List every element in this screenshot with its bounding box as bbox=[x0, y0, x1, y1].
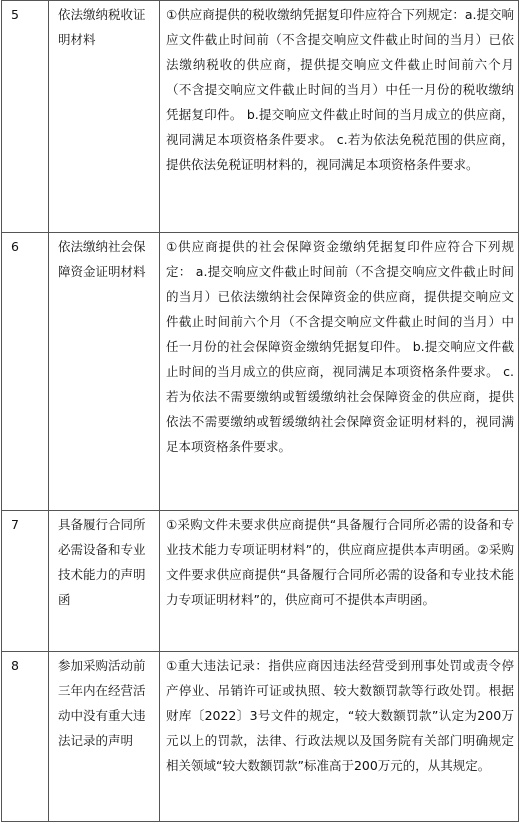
item-requirement: ①供应商提供的税收缴纳凭据复印件应符合下列规定：a.提交响应文件截止时间前（不含提交响应文件截止时间的当月）已依法缴纳税收的供应商，提供提交响应文件截止时间前六个月（不含提交响应文件截止时间的当月）中任一月份的税收缴纳凭据复印件。 b.提交响应文件截止时间的当月成立的供应商，视同满足本项资格条件要求。 c.若为依法免税范围的供应商，提供依法免税证明材料的，视同满足本项资格条件要求。 bbox=[160, 1, 519, 233]
table-row bbox=[2, 233, 519, 511]
item-requirement: ①供应商提供的社会保障资金缴纳凭据复印件应符合下列规定： a.提交响应文件截止时间前（不含提交响应文件截止时间的当月）已依法缴纳社会保障资金的供应商，提供提交响应文件截止时间前六个月（不含提交响应文件截止时间的当月）中任一月份的社会保障资金缴纳凭据复印件。 b.提交响应文件截止时间的当月成立的供应商，视同满足本项资格条件要求。 c.若为依法不需要缴纳或暂缓缴纳社会保障资金的供应商，提供依法不需要缴纳或暂缓缴纳社会保障资金证明材料的，视同满足本项资格条件要求。 bbox=[160, 233, 519, 511]
row-number: 6 bbox=[2, 233, 49, 511]
qualification-table bbox=[1, 0, 519, 822]
item-requirement: ①采购文件未要求供应商提供“具备履行合同所必需的设备和专业技术能力专项证明材料”的，供应商应提供本声明函。②采购文件要求供应商提供“具备履行合同所必需的设备和专业技术能力专项证明材料”的，供应商可不提供本声明函。 bbox=[160, 511, 519, 652]
item-name: 依法缴纳社会保障资金证明材料 bbox=[49, 233, 160, 511]
item-name: 参加采购活动前三年内在经营活动中没有重大违法记录的声明 bbox=[49, 652, 160, 822]
item-name: 依法缴纳税收证明材料 bbox=[49, 1, 160, 233]
table-row bbox=[2, 511, 519, 652]
row-number: 5 bbox=[2, 1, 49, 233]
row-number: 8 bbox=[2, 652, 49, 822]
item-name: 具备履行合同所必需设备和专业技术能力的声明函 bbox=[49, 511, 160, 652]
row-number: 7 bbox=[2, 511, 49, 652]
item-requirement: ①重大违法记录：指供应商因违法经营受到刑事处罚或责令停产停业、吊销许可证或执照、较大数额罚款等行政处罚。根据财库〔2022〕3号文件的规定，“较大数额罚款”认定为200万元以上的罚款，法律、行政法规以及国务院有关部门明确规定相关领域“较大数额罚款”标准高于200万元的，从其规定。 bbox=[160, 652, 519, 822]
table-row bbox=[2, 1, 519, 233]
table-row bbox=[2, 652, 519, 822]
